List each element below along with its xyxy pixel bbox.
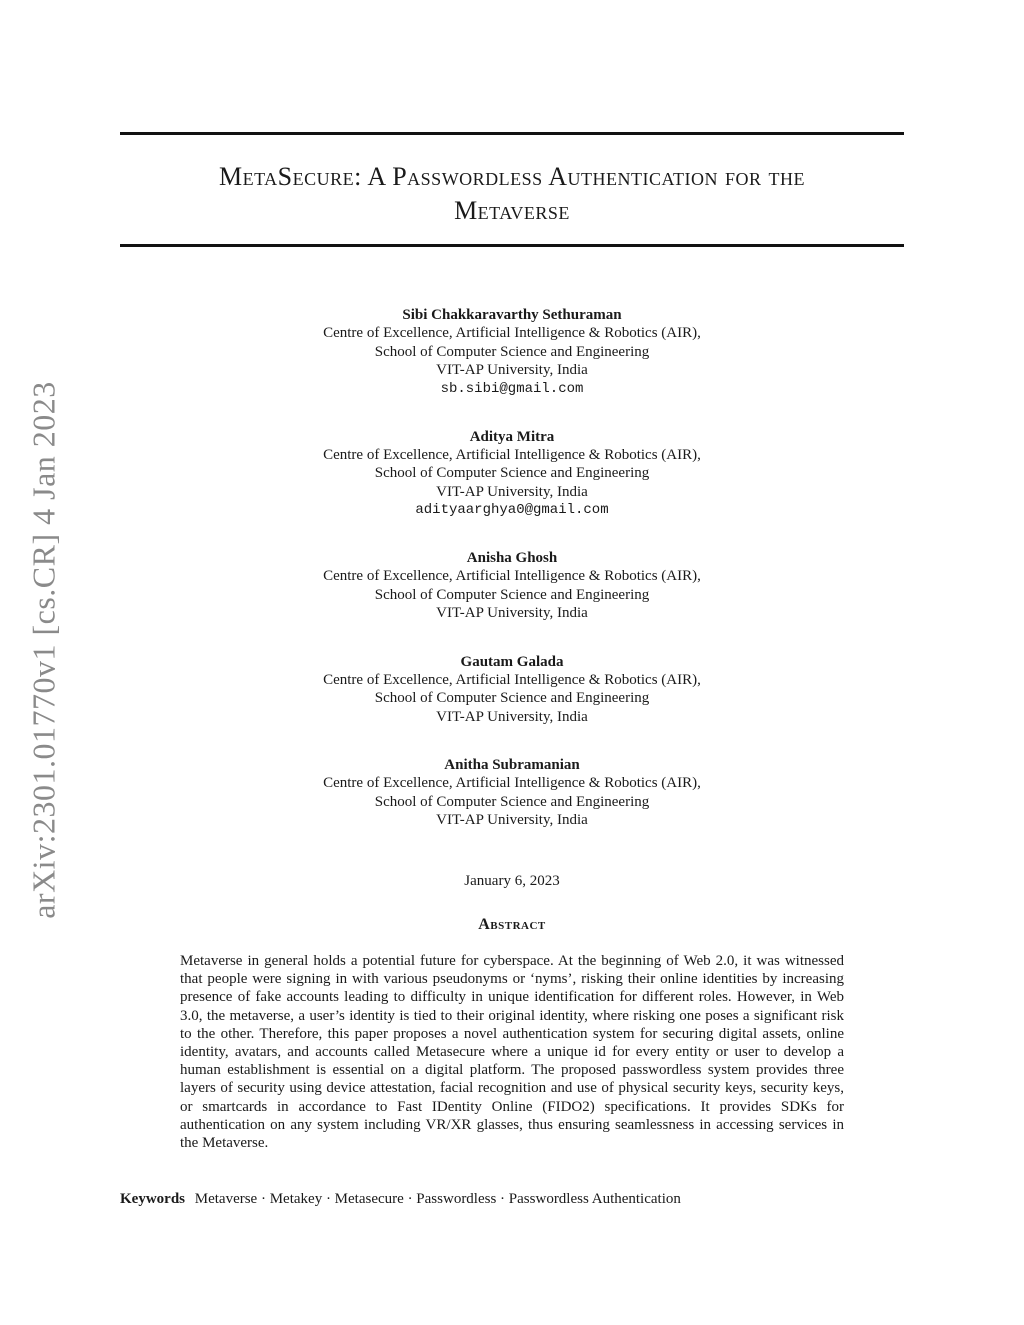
title-bottom-rule [120,244,904,247]
author-name: Anitha Subramanian [444,757,580,773]
author-name: Anisha Ghosh [466,550,558,566]
author-school: School of Computer Science and Engineering [374,690,650,706]
author-university: VIT-AP University, India [436,812,588,828]
paper-title [120,160,904,228]
author-name: Aditya Mitra [469,428,555,445]
keywords-line [120,1190,904,1208]
author-university: VIT-AP University, India [436,708,588,725]
arxiv-id-text: arXiv:2301.01770v1 [cs.CR] 4 Jan 2023 [25,381,62,919]
title-top-rule [120,132,904,135]
author-affiliation: Centre of Excellence, Artificial Intelligence & Robotics (AIR), [323,446,701,463]
author-university: VIT-AP University, India [436,362,588,378]
publication-date: January 6, 2023 [464,873,560,889]
author-block [200,549,824,623]
author-list [200,306,824,860]
abstract-text: Metaverse in general holds a potential future for cyberspace. At the beginning of Web 2.0, it was witnessed that people were signing in with various pseudonyms or ‘nyms’, risking their online identities by increasing presence of fake accounts leading to difficulty in unique identification for different roles. However, in Web 3.0, the metaverse, a user’s identity is tied to their original identity, where risking one poses a significant risk to the other. Therefore, this paper proposes a novel authentication system for securing digital assets, online identity, avatars, and accounts called Metasecure where a unique id for every entity or user to develop a human establishment is essential on a digital platform. The proposed passwordless system provides three layers of security using device attestation, facial recognition and use of physical security keys, security keys, or smartcards in accordance to Fast IDentity Online (FIDO2) specifications. It provides SDKs for authentication on any system including VR/XR glasses, thus ensuring seamlessness in accessing services in the Metaverse. [180,953,844,1152]
keywords-label: Keywords [120,1191,185,1207]
title-line-1: MetaSecure: A Passwordless Authentication for the [218,162,806,191]
author-school: School of Computer Science and Engineering [374,586,650,603]
author-block [200,653,824,727]
author-email[interactable]: adityaarghya0@gmail.com [415,502,609,518]
author-school: School of Computer Science and Engineering [374,343,650,360]
author-email[interactable]: sb.sibi@gmail.com [440,380,584,397]
author-block [200,756,824,830]
author-affiliation: Centre of Excellence, Artificial Intelligence & Robotics (AIR), [323,775,701,791]
abstract-heading: Abstract [478,916,546,933]
author-affiliation: Centre of Excellence, Artificial Intelligence & Robotics (AIR), [323,568,701,584]
keywords-text: Metaverse · Metakey · Metasecure · Passwordless · Passwordless Authentication [194,1191,681,1207]
author-school: School of Computer Science and Engineering [374,793,650,810]
author-block [200,306,824,398]
title-line-2: Metaverse [454,196,570,225]
author-affiliation: Centre of Excellence, Artificial Intelligence & Robotics (AIR), [323,325,701,341]
author-school: School of Computer Science and Engineering [374,465,650,481]
author-block [200,428,824,520]
author-university: VIT-AP University, India [436,483,588,500]
author-affiliation: Centre of Excellence, Artificial Intelligence & Robotics (AIR), [323,671,701,688]
author-name: Sibi Chakkaravarthy Sethuraman [402,307,622,323]
author-university: VIT-AP University, India [436,605,588,621]
author-name: Gautam Galada [460,653,564,670]
